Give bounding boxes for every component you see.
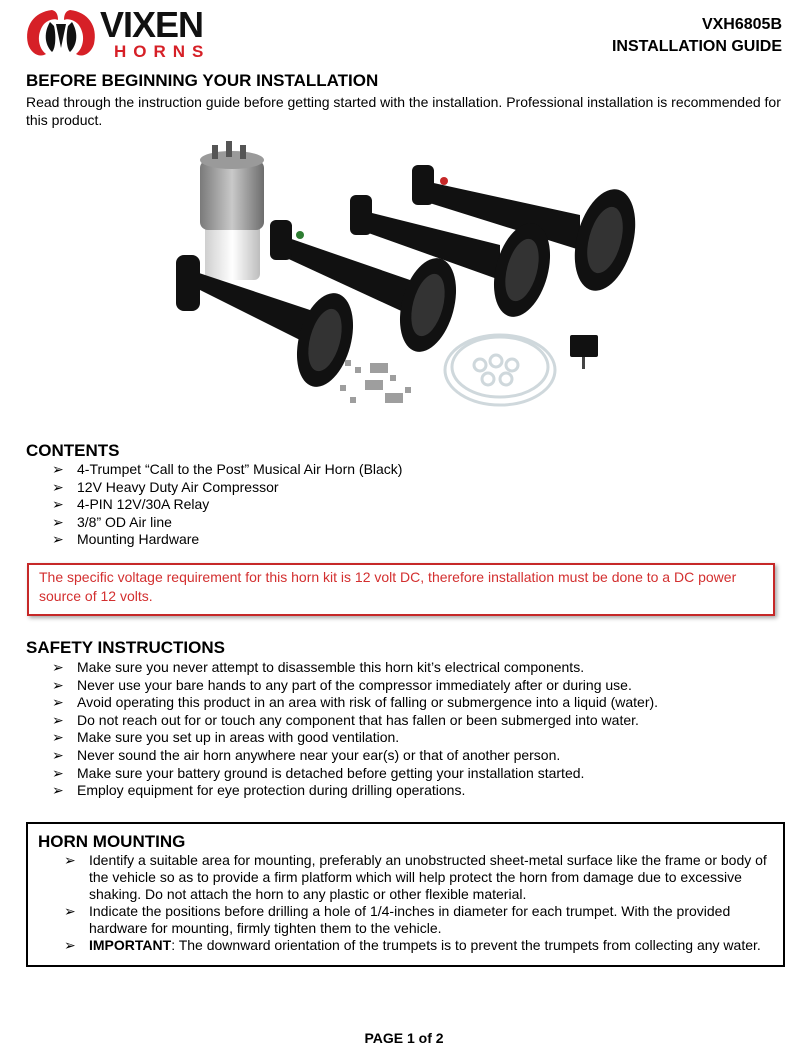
list-item: ➢ Never use your bare hands to any part of the compressor immediately after or during use. <box>52 676 632 693</box>
horns-emblem-icon <box>27 10 95 56</box>
horn-mounting-heading: HORN MOUNTING <box>38 832 186 851</box>
arrow-bullet-icon: ➢ <box>52 659 64 675</box>
mounting-hardware-icon <box>340 360 411 403</box>
list-item: ➢ 4-Trumpet “Call to the Post” Musical Air Horn (Black) <box>52 461 403 477</box>
air-line-icon <box>445 335 555 405</box>
arrow-bullet-icon: ➢ <box>52 478 64 495</box>
arrow-bullet-icon: ➢ <box>52 694 64 711</box>
arrow-bullet-icon: ➢ <box>64 937 76 953</box>
safety-heading: SAFETY INSTRUCTIONS <box>26 638 225 657</box>
arrow-bullet-icon: ➢ <box>52 782 64 799</box>
voltage-warning-box: The specific voltage requirement for this horn kit is 12 volt DC, therefore installation must be done to a DC power source of 12 volts. <box>27 563 775 616</box>
list-item: ➢ Employ equipment for eye protection during drilling operations. <box>52 782 466 799</box>
arrow-bullet-icon: ➢ <box>52 531 64 548</box>
compressor-icon <box>200 141 264 280</box>
list-item: ➢ Do not reach out for or touch any component that has fallen or been submerged into water. <box>52 711 639 728</box>
horn-mounting-box <box>26 822 785 967</box>
before-text: Read through the instruction guide before getting started with the installation. Professional installation is recommended for this product. <box>26 94 781 128</box>
before-heading: BEFORE BEGINNING YOUR INSTALLATION <box>26 71 379 90</box>
document-title: INSTALLATION GUIDE <box>611 38 782 55</box>
safety-list <box>52 659 658 800</box>
product-illustration <box>160 135 640 435</box>
important-text: : The downward orientation of the trumpets is to prevent the trumpets from collecting any water. <box>171 937 761 953</box>
horn-mounting-list <box>64 852 774 954</box>
list-item: ➢ 12V Heavy Duty Air Compressor <box>52 478 279 495</box>
arrow-bullet-icon: ➢ <box>52 729 64 746</box>
list-item: ➢ 3/8” OD Air line <box>52 513 172 530</box>
list-item: ➢ Indicate the positions before drilling a hole of 1/4-inches in diameter for each trumpet. With the provided hardware for mounting, firmly tighten them to the vehicle. <box>64 903 731 936</box>
arrow-bullet-icon: ➢ <box>52 746 64 763</box>
contents-heading: CONTENTS <box>26 441 120 460</box>
list-item: ➢ Mounting Hardware <box>52 531 200 548</box>
arrow-bullet-icon: ➢ <box>52 764 64 781</box>
page-number: PAGE 1 of 2 <box>364 1030 444 1046</box>
contents-list <box>52 461 402 549</box>
list-item: ➢ Identify a suitable area for mounting, preferably an unobstructed sheet-metal surface like the frame or body of the vehicle so as to provide a firm platform which will help protect the horn from damage due to excessive shaking. Do not attach the horn to any plastic or other flexible material. <box>64 852 767 902</box>
list-item: ➢ Never sound the air horn anywhere near your ear(s) or that of another person. <box>52 746 561 763</box>
list-item: ➢ Make sure you never attempt to disassemble this horn kit’s electrical components. <box>52 659 585 675</box>
arrow-bullet-icon: ➢ <box>64 852 76 868</box>
list-item <box>64 937 774 954</box>
important-label: IMPORTANT <box>89 937 172 953</box>
arrow-bullet-icon: ➢ <box>64 903 76 919</box>
arrow-bullet-icon: ➢ <box>52 461 64 477</box>
vixen-horns-logo <box>22 4 246 62</box>
arrow-bullet-icon: ➢ <box>52 513 64 530</box>
list-item: ➢ Avoid operating this product in an area with risk of falling or submergence into a liquid (water). <box>52 694 659 711</box>
logo-word-bottom: HORNS <box>114 42 211 61</box>
logo-word-top: VIXEN <box>100 4 204 45</box>
list-item: ➢ Make sure your battery ground is detached before getting your installation started. <box>52 764 585 781</box>
document-header <box>612 14 782 58</box>
list-item: ➢ 4-PIN 12V/30A Relay <box>52 496 210 513</box>
list-item: ➢ Make sure you set up in areas with good ventilation. <box>52 729 400 746</box>
relay-icon <box>570 335 598 369</box>
arrow-bullet-icon: ➢ <box>52 711 64 728</box>
model-number: VXH6805B <box>701 16 782 33</box>
arrow-bullet-icon: ➢ <box>52 496 64 513</box>
arrow-bullet-icon: ➢ <box>52 676 64 693</box>
